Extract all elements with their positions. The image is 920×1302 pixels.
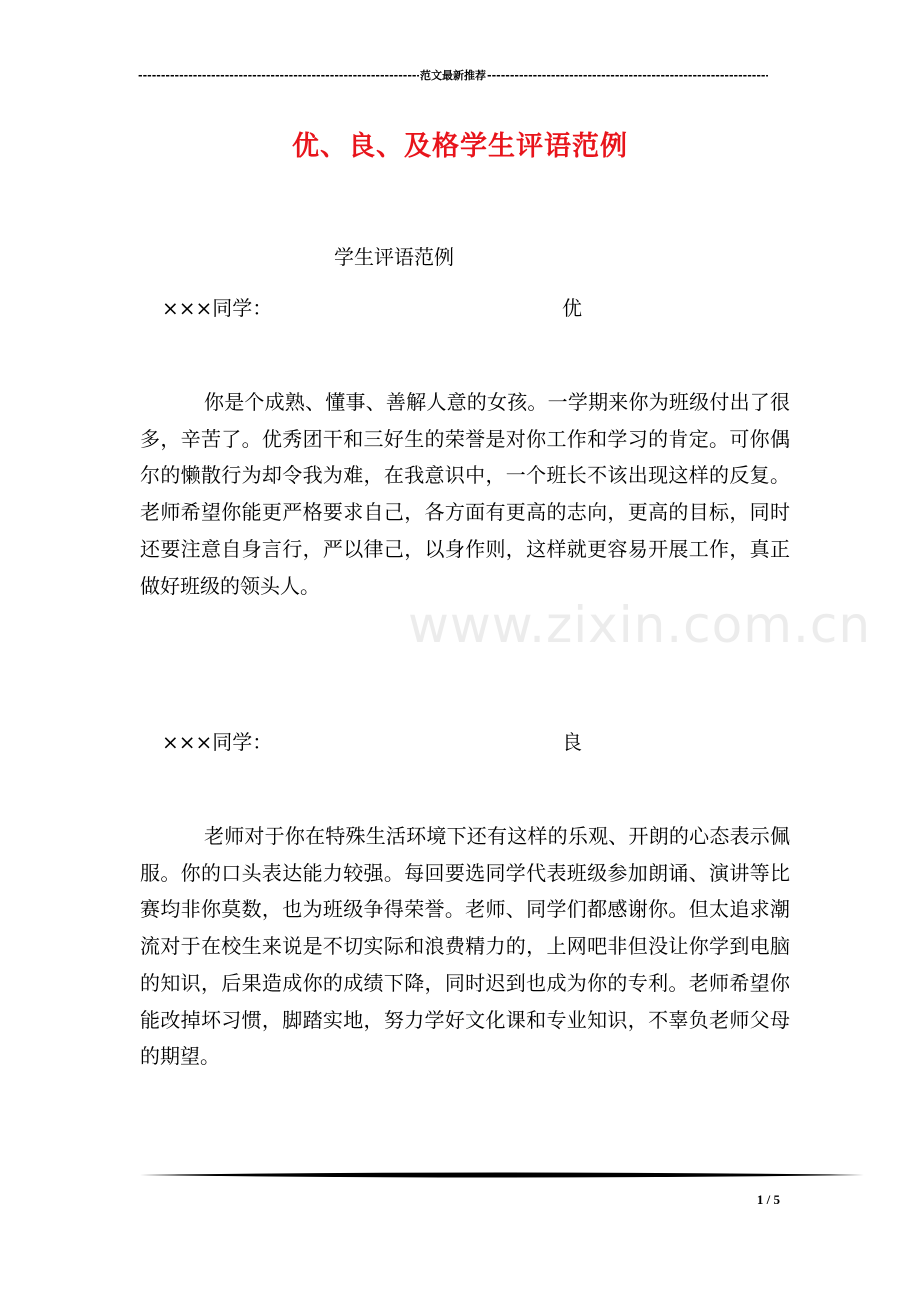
header-banner-label: 范文最新推荐: [420, 69, 486, 82]
comment-paragraph-2: 老师对于你在特殊生活环境下还有这样的乐观、开朗的心态表示佩服。你的口头表达能力较强。每回要选同学代表班级参加朗诵、演讲等比赛均非你莫数，也为班级争得荣誉。老师、同学们都感谢你。但太追求潮流对于在校生来说是不切实际和浪费精力的，上网吧非但没让你学到电脑的知识，后果造成你的成绩下降，同时迟到也成为你的专利。老师希望你能改掉坏习惯，脚踏实地，努力学好文化课和专业知识，不辜负老师父母的期望。: [140, 824, 790, 1069]
page-indicator: 1 / 5: [756, 1192, 780, 1207]
student-name: ×××同学：: [162, 730, 273, 754]
student-grade: 优: [562, 296, 582, 320]
header-banner: [138, 68, 768, 84]
comment-paragraph-1: 你是个成熟、懂事、善解人意的女孩。一学期来你为班级付出了很多，辛苦了。优秀团干和三好生的荣誉是对你工作和学习的肯定。可你偶尔的懒散行为却令我为难，在我意识中，一个班长不该出现这样的反复。老师希望你能更严格要求自己，各方面有更高的志向，更高的目标，同时还要注意自身言行，严以律己，以身作则，这样就更容易开展工作，真正做好班级的领头人。: [140, 390, 790, 598]
header-dash-left: [138, 68, 419, 84]
student-grade: 良: [562, 730, 582, 754]
footer-rule: [140, 1171, 864, 1179]
student-name: ×××同学：: [162, 296, 273, 320]
document-subtitle: 学生评语范例: [334, 245, 454, 269]
header-dash-right: [487, 68, 768, 84]
watermark: www.zixin.com.cn: [408, 596, 872, 654]
document-title: 优、良、及格学生评语范例: [292, 131, 628, 162]
